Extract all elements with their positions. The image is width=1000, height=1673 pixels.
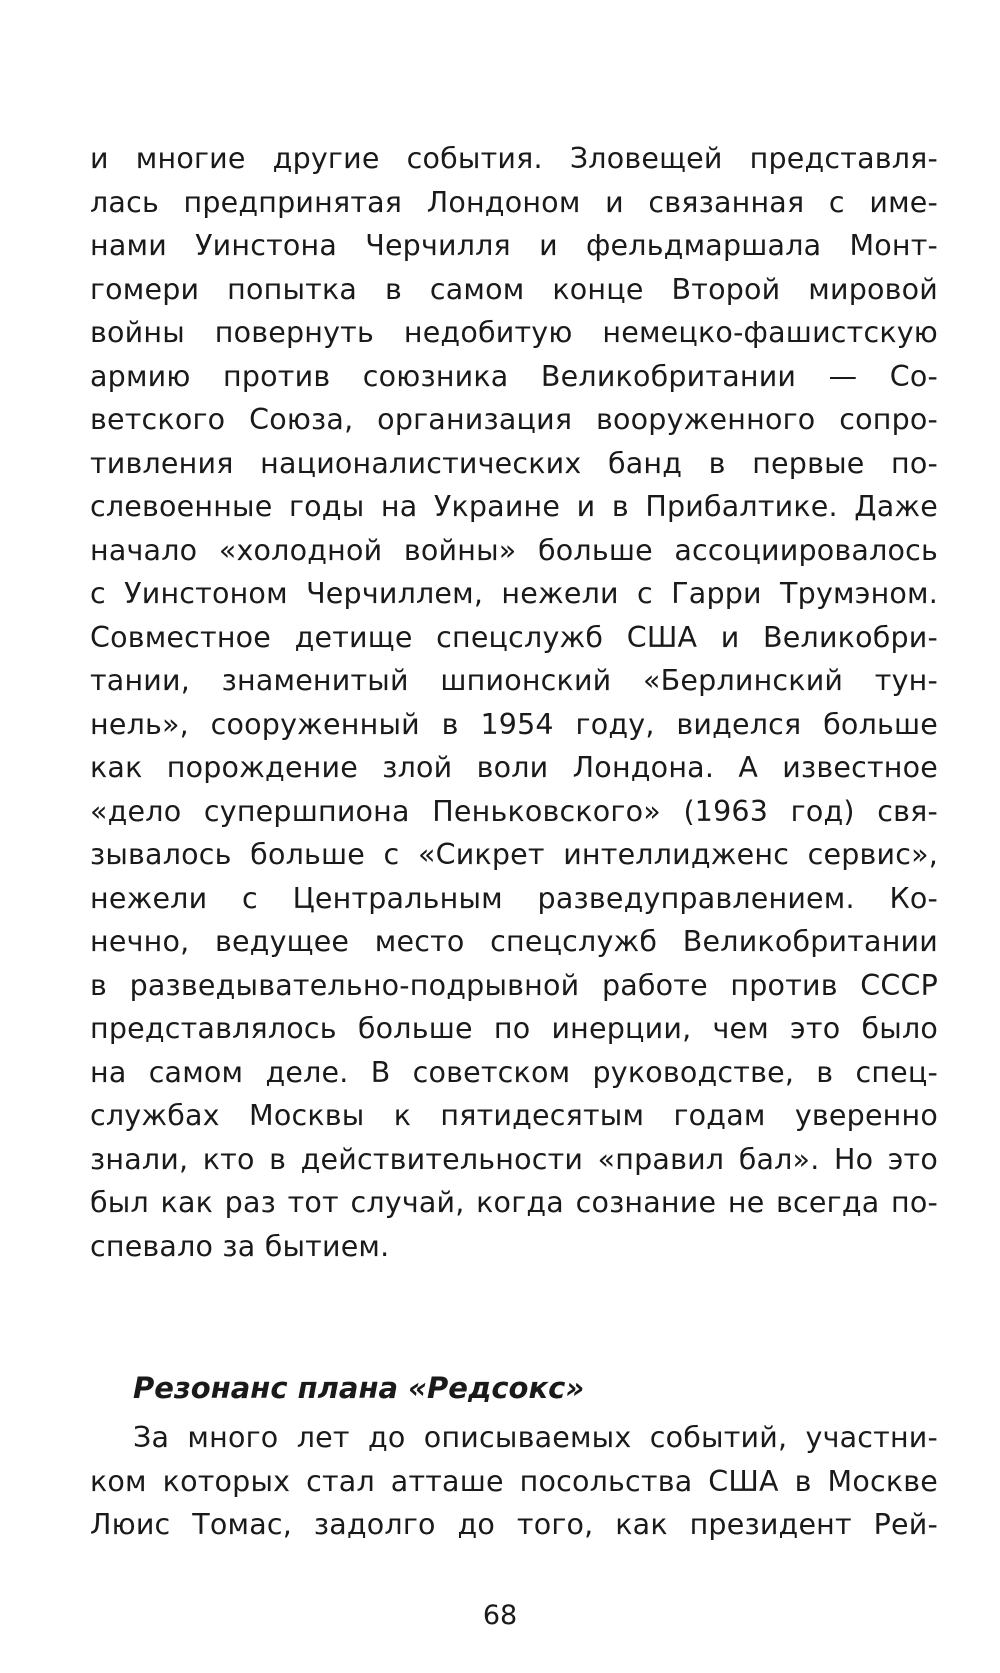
- text-line: нечно, ведущее место спецслужб Великобритании: [90, 925, 938, 958]
- text-line: За много лет до описываемых событий, участни-: [133, 1421, 938, 1454]
- text-line: Люис Томас, задолго до того, как президент Рей-: [90, 1508, 938, 1541]
- text-line: армию против союзника Великобритании — Со-: [90, 359, 938, 393]
- text-line: нами Уинстона Черчилля и фельдмаршала Монт-: [90, 229, 938, 262]
- text-line: зывалось больше с «Сикрет интеллидженс сервис»,: [90, 838, 938, 871]
- text-line: нель», сооруженный в 1954 году, виделся больше: [90, 707, 938, 741]
- text-line: войны повернуть недобитую немецко-фашистскую: [90, 316, 938, 349]
- text-line: тании, знаменитый шпионский «Берлинский тун-: [90, 664, 938, 697]
- text-line: ветского Союза, организация вооруженного сопро-: [90, 403, 938, 436]
- text-line: службах Москвы к пятидесятым годам уверенно: [90, 1099, 938, 1132]
- text-line: представлялось больше по инерции, чем это было: [90, 1012, 938, 1045]
- text-line: «дело супершпиона Пеньковского» (1963 год) свя-: [90, 794, 938, 828]
- text-line: на самом деле. В советском руководстве, в спец-: [90, 1055, 938, 1089]
- section-heading: Резонанс плана «Редсокс»: [133, 1371, 585, 1405]
- text-line: был как раз тот случай, когда сознание не всегда по-: [90, 1186, 938, 1219]
- text-line: тивления националистических банд в первые по-: [90, 446, 938, 480]
- text-line: в разведывательно-подрывной работе против СССР: [90, 968, 938, 1002]
- text-line: нежели с Центральным разведуправлением. Ко-: [90, 881, 938, 915]
- text-line: знали, кто в действительности «правил бал». Но это: [90, 1142, 938, 1176]
- text-line: Совместное детище спецслужб США и Великобри-: [90, 620, 938, 654]
- text-line: ком которых стал атташе посольства США в Москве: [90, 1464, 938, 1498]
- text-line: как порождение злой воли Лондона. А известное: [90, 751, 938, 784]
- text-line: и многие другие события. Зловещей представля-: [90, 142, 938, 175]
- text-line: слевоенные годы на Украине и в Прибалтике. Даже: [90, 490, 938, 523]
- page-number: 68: [482, 1600, 518, 1631]
- text-line: с Уинстоном Черчиллем, нежели с Гарри Трумэном.: [90, 577, 938, 610]
- text-line: лась предпринятая Лондоном и связанная с име-: [90, 185, 938, 219]
- body-paragraph: [90, 1416, 938, 1547]
- text-line: начало «холодной войны» больше ассоциировалось: [90, 533, 938, 567]
- text-line: спевало за бытием.: [90, 1229, 390, 1263]
- body-paragraph: [90, 137, 938, 1268]
- text-line: гомери попытка в самом конце Второй мировой: [90, 272, 938, 306]
